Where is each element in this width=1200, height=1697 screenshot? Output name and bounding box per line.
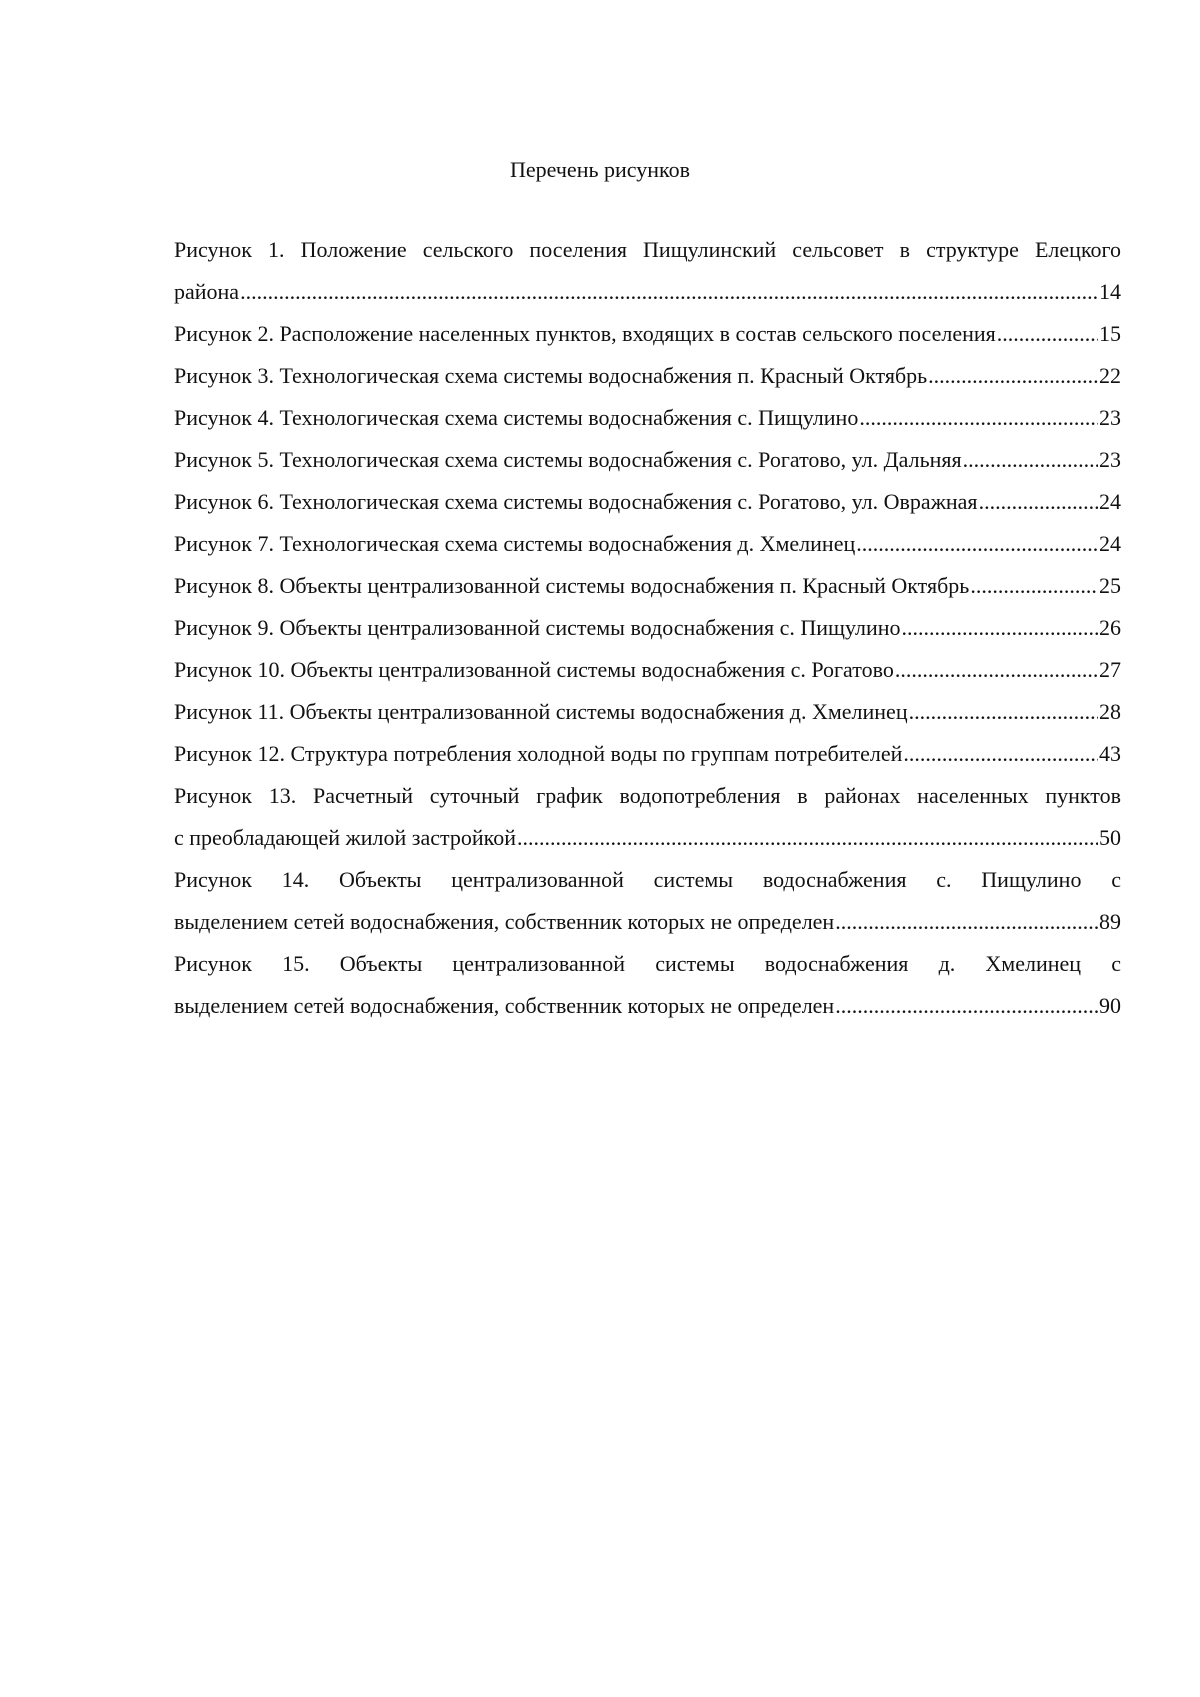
figure-entry-1 <box>174 229 1121 313</box>
dot-leader <box>856 523 1098 565</box>
page-number: 27 <box>1099 657 1121 682</box>
figure-entry-15 <box>174 943 1121 1027</box>
entry-text-first-line: Рисунок 14. Объекты централизованной системы водоснабжения с. Пищулино с <box>174 867 1121 892</box>
dot-leader <box>517 817 1098 859</box>
entry-text: Рисунок 5. Технологическая схема системы водоснабжения с. Рогатово, ул. Дальняя <box>174 447 962 472</box>
entry-line <box>174 607 1121 649</box>
dot-leader <box>970 565 1098 607</box>
figure-list <box>174 229 1121 1027</box>
dot-leader <box>835 985 1098 1027</box>
entry-text: Рисунок 10. Объекты централизованной системы водоснабжения с. Рогатово <box>174 657 894 682</box>
entry-text: Рисунок 7. Технологическая схема системы водоснабжения д. Хмелинец <box>174 531 856 556</box>
entry-line <box>174 481 1121 523</box>
page-number: 23 <box>1099 447 1121 472</box>
page-number: 14 <box>1099 279 1121 304</box>
figure-entry-8 <box>174 565 1121 607</box>
dot-leader <box>928 355 1098 397</box>
entry-line <box>174 523 1121 565</box>
page-number: 23 <box>1099 405 1121 430</box>
entry-text: района <box>174 279 240 304</box>
page-number: 43 <box>1099 741 1121 766</box>
entry-text-first-line: Рисунок 13. Расчетный суточный график водопотребления в районах населенных пунктов <box>174 783 1121 808</box>
dot-leader <box>895 649 1098 691</box>
entry-text-first-line: Рисунок 1. Положение сельского поселения Пищулинский сельсовет в структуре Елецкого <box>174 237 1121 262</box>
figure-entry-4 <box>174 397 1121 439</box>
entry-line <box>174 733 1121 775</box>
page-number: 15 <box>1099 321 1121 346</box>
entry-line <box>174 817 1121 859</box>
figure-entry-9 <box>174 607 1121 649</box>
figure-entry-13 <box>174 775 1121 859</box>
page-number: 25 <box>1099 573 1121 598</box>
entry-text: Рисунок 2. Расположение населенных пунктов, входящих в состав сельского поселения <box>174 321 996 346</box>
figure-entry-3 <box>174 355 1121 397</box>
page-number: 89 <box>1099 909 1121 934</box>
entry-text: Рисунок 8. Объекты централизованной системы водоснабжения п. Красный Октябрь <box>174 573 970 598</box>
page-number: 90 <box>1099 993 1121 1018</box>
dot-leader <box>859 397 1098 439</box>
entry-line <box>174 355 1121 397</box>
figure-entry-5 <box>174 439 1121 481</box>
entry-line <box>174 397 1121 439</box>
figure-entry-7 <box>174 523 1121 565</box>
dot-leader <box>903 733 1098 775</box>
dot-leader <box>909 691 1098 733</box>
entry-text: Рисунок 3. Технологическая схема системы водоснабжения п. Красный Октябрь <box>174 363 928 388</box>
entry-text: Рисунок 4. Технологическая схема системы водоснабжения с. Пищулино <box>174 405 859 430</box>
page-number: 24 <box>1099 531 1121 556</box>
entry-line <box>174 649 1121 691</box>
entry-text: Рисунок 6. Технологическая схема системы водоснабжения с. Рогатово, ул. Овражная <box>174 489 978 514</box>
page-number: 22 <box>1099 363 1121 388</box>
entry-text: Рисунок 12. Структура потребления холодной воды по группам потребителей <box>174 741 903 766</box>
entry-line <box>174 439 1121 481</box>
page-number: 50 <box>1099 825 1121 850</box>
page-number: 24 <box>1099 489 1121 514</box>
dot-leader <box>963 439 1098 481</box>
entry-text: выделением сетей водоснабжения, собственник которых не определен <box>174 993 835 1018</box>
page-number: 28 <box>1099 699 1121 724</box>
entry-text-first-line: Рисунок 15. Объекты централизованной системы водоснабжения д. Хмелинец с <box>174 951 1121 976</box>
entry-line <box>174 565 1121 607</box>
entry-line <box>174 313 1121 355</box>
dot-leader <box>240 271 1098 313</box>
entry-text: Рисунок 11. Объекты централизованной системы водоснабжения д. Хмелинец <box>174 699 908 724</box>
entry-text: с преобладающей жилой застройкой <box>174 825 517 850</box>
figure-entry-14 <box>174 859 1121 943</box>
figure-entry-10 <box>174 649 1121 691</box>
figure-entry-11 <box>174 691 1121 733</box>
page-number: 26 <box>1099 615 1121 640</box>
entry-line <box>174 901 1121 943</box>
entry-text: Рисунок 9. Объекты централизованной системы водоснабжения с. Пищулино <box>174 615 901 640</box>
dot-leader <box>902 607 1098 649</box>
entry-line <box>174 271 1121 313</box>
dot-leader <box>835 901 1098 943</box>
figure-entry-6 <box>174 481 1121 523</box>
entry-line <box>174 691 1121 733</box>
entry-text: выделением сетей водоснабжения, собственник которых не определен <box>174 909 835 934</box>
figure-entry-2 <box>174 313 1121 355</box>
figure-entry-12 <box>174 733 1121 775</box>
entry-line <box>174 985 1121 1027</box>
dot-leader <box>979 481 1098 523</box>
dot-leader <box>997 313 1098 355</box>
page-title: Перечень рисунков <box>510 157 690 182</box>
